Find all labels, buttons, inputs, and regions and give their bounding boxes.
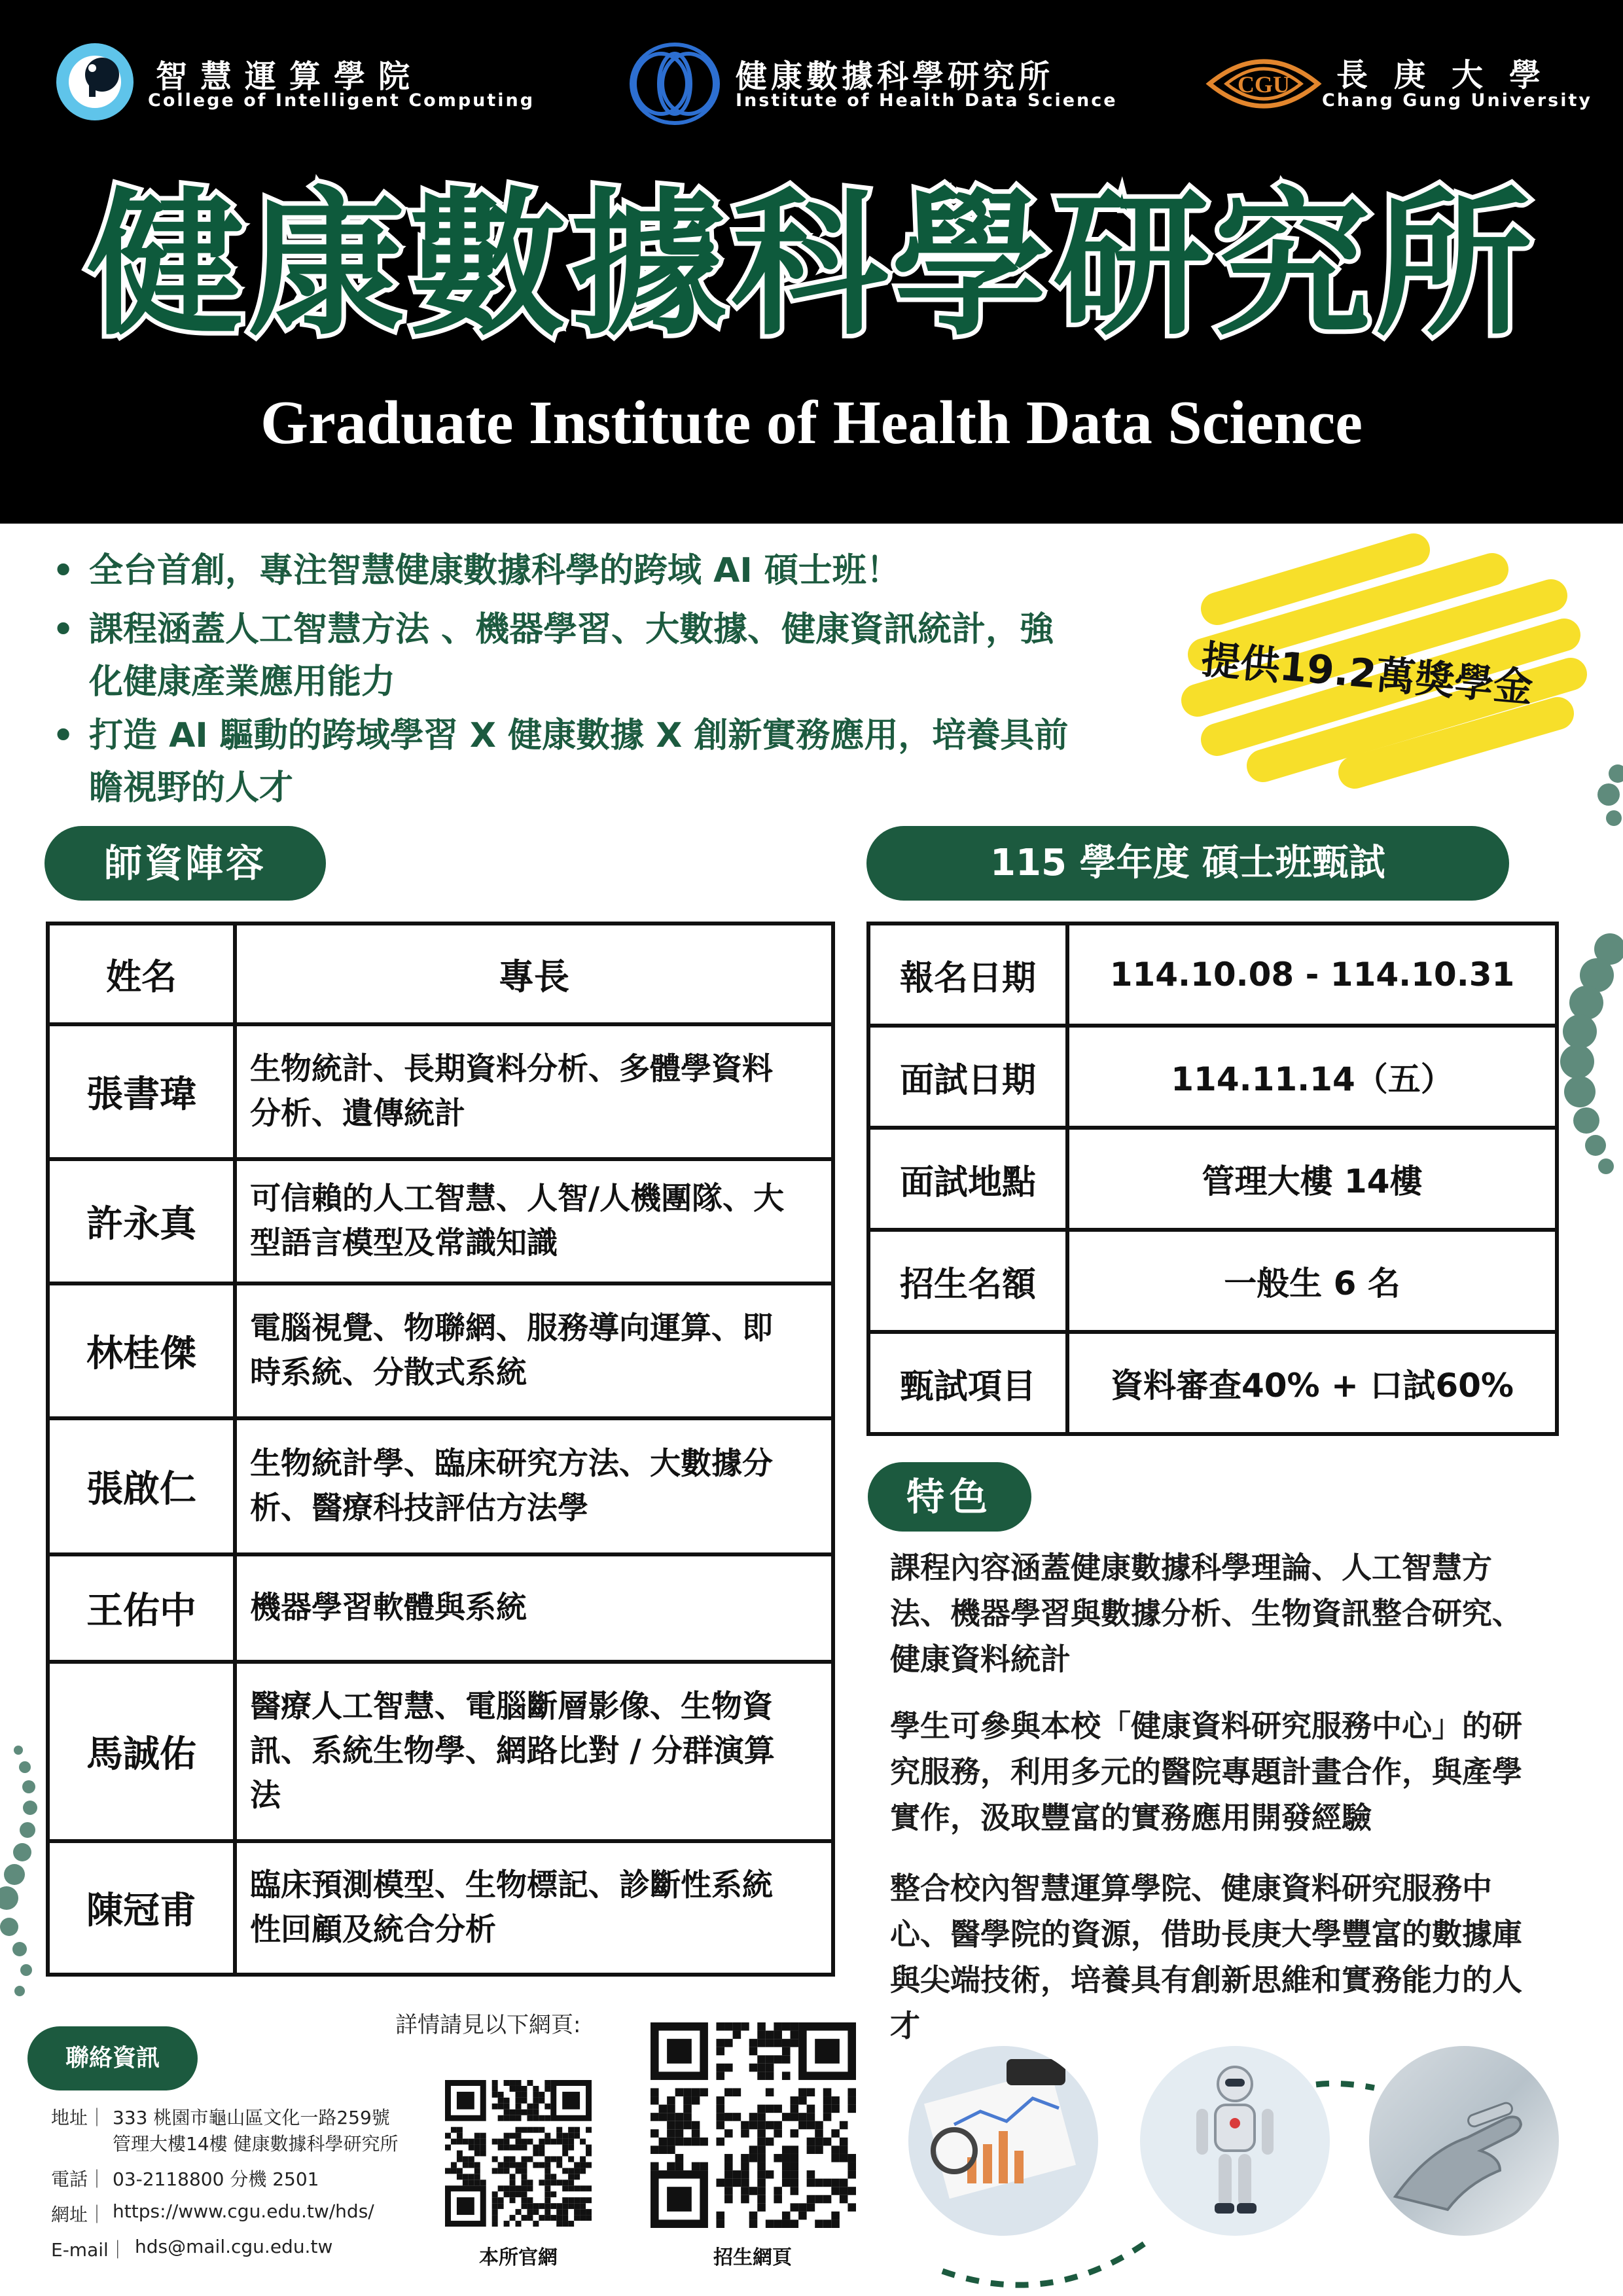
faculty-name: 張書瑋 xyxy=(48,1024,235,1159)
faculty-spec: 機器學習軟體與系統 xyxy=(235,1554,833,1662)
qr-code-institute[interactable] xyxy=(445,2080,592,2227)
robot-hand-photo xyxy=(1369,2046,1559,2236)
bullet-dot-icon: • xyxy=(52,610,75,649)
qr-finder-pattern xyxy=(667,2187,692,2212)
admission-value: 114.11.14（五） xyxy=(1067,1026,1557,1128)
phone-value: 03-2118800 分機 2501 xyxy=(113,2168,319,2190)
bullet-dot-icon: • xyxy=(52,716,75,755)
bullet-item xyxy=(52,603,1204,711)
decorative-dots-right xyxy=(1558,759,1623,1191)
table-row xyxy=(868,1026,1557,1128)
bullet-text: 全台首創，專注智慧健康數據科學的跨域 AI 碩士班！ xyxy=(89,551,901,590)
admission-value: 管理大樓 14樓 xyxy=(1067,1128,1557,1230)
faculty-name: 陳冠甫 xyxy=(48,1841,235,1975)
cgu-logo-icon xyxy=(1205,48,1322,119)
phone-label: 電話｜ xyxy=(51,2168,107,2190)
table-row xyxy=(48,1418,833,1554)
web-label: 網址｜ xyxy=(51,2204,107,2225)
table-row xyxy=(48,1159,833,1283)
admission-value: 114.10.08 - 114.10.31 xyxy=(1067,924,1557,1026)
faculty-spec: 可信賴的人工智慧、人智/人機團隊、大 型語言模型及常識知識 xyxy=(235,1159,833,1283)
faculty-name: 馬誠佑 xyxy=(48,1662,235,1841)
data-analysis-photo xyxy=(908,2046,1098,2236)
qr-finder-pattern xyxy=(562,2092,580,2109)
qr-prompt: 詳情請見以下網頁: xyxy=(395,2012,581,2038)
contact-heading: 聯絡資訊 xyxy=(27,2026,198,2090)
faculty-heading: 師資陣容 xyxy=(45,826,326,901)
faculty-name: 張啟仁 xyxy=(48,1418,235,1554)
decorative-dots-left xyxy=(0,1741,52,2042)
column-header-name: 姓名 xyxy=(48,924,235,1024)
bullet-text: 化健康產業應用能力 xyxy=(89,662,396,702)
email-link[interactable]: hds@mail.cgu.edu.tw xyxy=(135,2236,333,2257)
admission-value: 資料審查40% + 口試60% xyxy=(1067,1332,1557,1434)
faculty-name: 許永真 xyxy=(48,1159,235,1283)
cgu-name-en: Chang Gung University xyxy=(1322,90,1592,111)
table-row xyxy=(868,1230,1557,1332)
cgu-name-cn: 長庚大學 xyxy=(1336,57,1567,94)
email-label: E-mail｜ xyxy=(51,2239,127,2261)
robot-photo xyxy=(1140,2046,1330,2236)
address-line: 333 桃園市龜山區文化一路259號 xyxy=(113,2107,390,2128)
table-row xyxy=(48,1662,833,1841)
faculty-spec: 醫療人工智慧、電腦斷層影像、生物資 訊、系統生物學、網路比對 / 分群演算 法 xyxy=(235,1662,833,1841)
qr-finder-pattern xyxy=(457,2197,474,2215)
faculty-table xyxy=(46,922,835,1977)
college-logo-icon xyxy=(55,42,135,122)
table-row xyxy=(48,1283,833,1418)
admission-key: 招生名額 xyxy=(868,1230,1067,1332)
bullet-item xyxy=(52,545,1204,600)
features-heading: 特色 xyxy=(868,1462,1031,1532)
table-row xyxy=(868,924,1557,1026)
institute-logo-icon xyxy=(627,41,722,127)
table-row xyxy=(48,1554,833,1662)
cgu-logo-mark: CGU xyxy=(1238,71,1290,98)
faculty-spec: 生物統計學、臨床研究方法、大數據分 析、醫療科技評估方法學 xyxy=(235,1418,833,1554)
admission-value: 一般生 6 名 xyxy=(1067,1230,1557,1332)
faculty-name: 林桂傑 xyxy=(48,1283,235,1418)
feature-paragraph: 課程內容涵蓋健康數據科學理論、人工智慧方 法、機器學習與數據分析、生物資訊整合研究、 健康資料統計 xyxy=(890,1550,1522,1677)
qr-caption-admission: 招生網頁 xyxy=(713,2246,792,2269)
admission-table xyxy=(866,922,1559,1436)
table-row xyxy=(48,1024,833,1159)
table-row xyxy=(868,1332,1557,1434)
faculty-spec: 臨床預測模型、生物標記、診斷性系統 性回顧及統合分析 xyxy=(235,1841,833,1975)
qr-finder-pattern xyxy=(667,2039,692,2064)
bullet-item xyxy=(52,709,1204,817)
table-row xyxy=(868,1128,1557,1230)
admission-key: 報名日期 xyxy=(868,924,1067,1026)
admission-key: 面試地點 xyxy=(868,1128,1067,1230)
page-subtitle: Graduate Institute of Health Data Science xyxy=(260,389,1363,457)
college-name-cn: 智慧運算學院 xyxy=(156,58,423,95)
faculty-spec: 電腦視覺、物聯網、服務導向運算、即 時系統、分散式系統 xyxy=(235,1283,833,1418)
address-label: 地址｜ xyxy=(51,2107,107,2128)
qr-finder-pattern xyxy=(815,2039,840,2064)
admission-heading: 115 學年度 碩士班甄試 xyxy=(866,826,1509,901)
scholarship-text: 提供19.2萬獎學金 xyxy=(1199,636,1535,711)
qr-caption-institute: 本所官網 xyxy=(479,2246,558,2269)
table-row xyxy=(48,1841,833,1975)
qr-finder-pattern xyxy=(457,2092,474,2109)
college-name-en: College of Intelligent Computing xyxy=(148,90,535,111)
page-title: 健康數據科學研究所 xyxy=(86,173,1536,357)
feature-paragraph: 學生可參與本校「健康資料研究服務中心」的研 究服務，利用多元的醫院專題計畫合作，與產學 實作，汲取豐富的實務應用開發經驗 xyxy=(890,1708,1522,1835)
admission-key: 甄試項目 xyxy=(868,1332,1067,1434)
web-link[interactable]: https://www.cgu.edu.tw/hds/ xyxy=(113,2200,374,2222)
bullet-text: 課程涵蓋人工智慧方法 、機器學習、大數據、健康資訊統計，強 xyxy=(89,610,1054,649)
bullet-text: 打造 AI 驅動的跨域學習 X 健康數據 X 創新實務應用，培養具前 xyxy=(89,716,1069,755)
feature-paragraph: 整合校內智慧運算學院、健康資料研究服務中 心、醫學院的資源，借助長庚大學豐富的數據庫 與尖端技術，培養具有創新思維和實務能力的人 才 xyxy=(890,1871,1522,2043)
faculty-spec: 生物統計、長期資料分析、多體學資料 分析、遺傳統計 xyxy=(235,1024,833,1159)
bullet-dot-icon: • xyxy=(52,551,75,590)
faculty-name: 王佑中 xyxy=(48,1554,235,1662)
institute-name-cn: 健康數據科學研究所 xyxy=(736,58,1054,95)
column-header-spec: 專長 xyxy=(235,924,833,1024)
institute-name-en: Institute of Health Data Science xyxy=(736,90,1118,111)
bullet-text: 瞻視野的人才 xyxy=(89,768,294,808)
qr-code-admission[interactable] xyxy=(651,2022,856,2228)
address-line: 管理大樓14樓 健康數據科學研究所 xyxy=(113,2133,399,2155)
admission-key: 面試日期 xyxy=(868,1026,1067,1128)
